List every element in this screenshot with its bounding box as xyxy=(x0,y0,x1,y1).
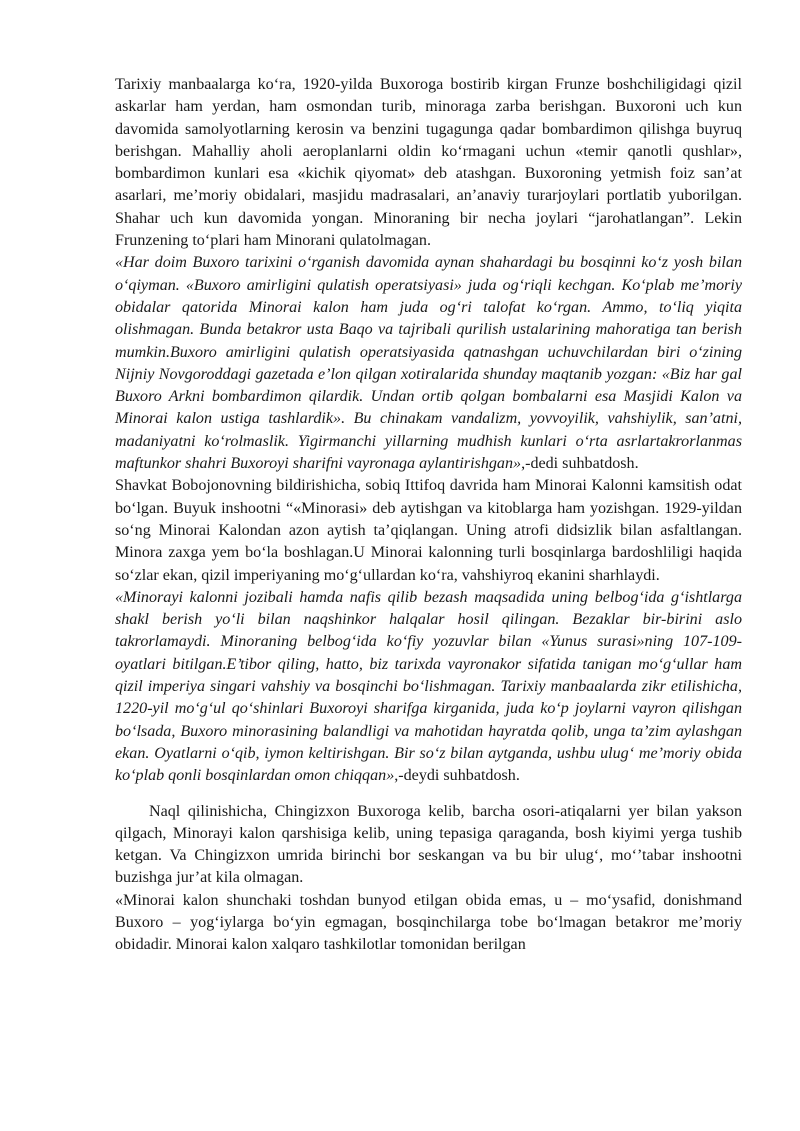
document-page xyxy=(115,74,742,957)
quote-paragraph-1 xyxy=(115,252,742,475)
paragraph-frunze-bombardment: Tarixiy manbaalarga ko‘ra, 1920-yilda Buxoroga bostirib kirgan Frunze boshchiligidagi qizil askarlar ham yerdan, ham osmondan turib, minoraga zarba berishgan. Buxoroni uch kun davomida samolyotlarning kerosin va benzini tugagunga qadar bombardimon qilishga buyruq berishgan. Mahalliy aholi aeroplanlarni oldin ko‘rmagani uchun «temir qanotli qushlar», bombardimon kunlari esa «kichik qiyomat» deb atashgan. Buxoroning yetmish foiz san’at asarlari, me’moriy obidalari, masjidu madrasalari, an’anaviy turarjoylari portlatib yuborilgan. Shahar uch kun davomida yongan. Minoraning bir necha joylari “jarohatlangan”. Lekin Frunzening to‘plari ham Minorani qulatolmagan. xyxy=(115,76,742,250)
quote-2-attribution: ,-deydi suhbatdosh. xyxy=(394,767,520,785)
italic-quote-2: «Minorayi kalonni jozibali hamda nafis qilib bezash maqsadida uning belbog‘ida g‘ishtlarga shakl berish yo‘li bilan naqshinkor halqalar hosil qilingan. Bezaklar bir-birini aslo takrorlamaydi. Minoraning belbog‘ida ko‘fiy yozuvlar bilan «Yunus surasi»ning 107-109-oyatlari bitilgan.E’tibor qiling, hatto, biz tarixda vayronakor sifatida tanigan mo‘g‘ullar ham qizil imperiya singari vahshiy va bosqinchi bo‘lishmagan. Tarixiy manbaalarda zikr etilishicha, 1220-yil mo‘g‘ul qo‘shinlari Buxoroyi sharifga kirganida, juda ko‘p joylarni vayron qilishgan bo‘lsada, Buxoro minorasining balandligi va mahotidan hayratda qolib, unga ta’zim aylashgan ekan. Oyatlarni o‘qib, iymon keltirishgan. Bir so‘z bilan aytganda, ushbu ulug‘ me’moriy obida ko‘plab qonli bosqinlardan omon chiqqan» xyxy=(115,588,742,785)
italic-quote-1: «Har doim Buxoro tarixini o‘rganish davomida aynan shahardagi bu bosqinni ko‘z yosh bilan o‘qiyman. «Buxoro amirligini qulatish operatsiyasi» juda og‘riqli kechgan. Ko‘plab me’moriy obidalar qatorida Minorai kalon ham juda og‘ri talofat ko‘rgan. Ammo, to‘liq yiqita olishmagan. Bunda betakror usta Baqo va tajribali qurilish ustalarining mahoratiga tan berish mumkin.Buxoro amirligini qulatish operatsiyasida qatnashgan uchuvchilardan biri o‘zining Nijniy Novgoroddagi gazetada e’lon qilgan xotiralarida shunday maqtanib yozgan: «Biz har gal Buxoro Arkni bombardimon qilardik. Undan ortib qolgan bombalarni esa Masjidi Kalon va Minorai kalon ustiga tashlardik». Bu chinakam vandalizm, yovvoyilik, vahshiylik, san’atni, madaniyatni ko‘rolmaslik. Yigirmanchi yillarning mudhish kunlari o‘rta asrlartakrorlanmas maftunkor shahri Buxoroyi sharifni vayronaga aylantirishgan» xyxy=(115,254,742,473)
quote-1-attribution: ,-dedi suhbatdosh. xyxy=(521,455,639,473)
paragraph-soviet-period: Shavkat Bobojonovning bildirishicha, sobiq Ittifoq davrida ham Minorai Kalonni kamsitish odat bo‘lgan. Buyuk inshootni “«Minorasi» deb aytishgan va kitoblarga ham yozishgan. 1929-yildan so‘ng Minorai Kalondan azon aytish ta’qiqlangan. Uning atrofi didsizlik bilan asfaltlangan. Minora zaxga yem bo‘la boshlagan.U Minorai kalonning turli bosqinlarga bardoshliligi haqida so‘zlar ekan, qizil imperiyaning mo‘g‘ullardan ko‘ra, vahshiyroq ekanini sharhlaydi. xyxy=(115,477,742,584)
paragraph-chingizxon-legend: Naql qilinishicha, Chingizxon Buxoroga kelib, barcha osori-atiqalarni yer bilan yakson qilgach, Minorayi kalon qarshisiga kelib, uning tepasiga qaraganda, bosh kiyimi yerga tushib ketgan. Va Chingizxon umrida birinchi bor seskangan va bu bir ulug‘, mo‘’tabar inshootni buzishga jur’at kila olmagan. xyxy=(115,802,742,887)
quote-paragraph-2 xyxy=(115,587,742,788)
paragraph-minorai-kalon: «Minorai kalon shunchaki toshdan bunyod etilgan obida emas, u – mo‘ysafid, donishmand Buxoro – yog‘iylarga bo‘yin egmagan, bosqinchilarga tobe bo‘lmagan betakror me’moriy obidadir. Minorai kalon xalqaro tashkilotlar tomonidan berilgan xyxy=(115,891,742,954)
